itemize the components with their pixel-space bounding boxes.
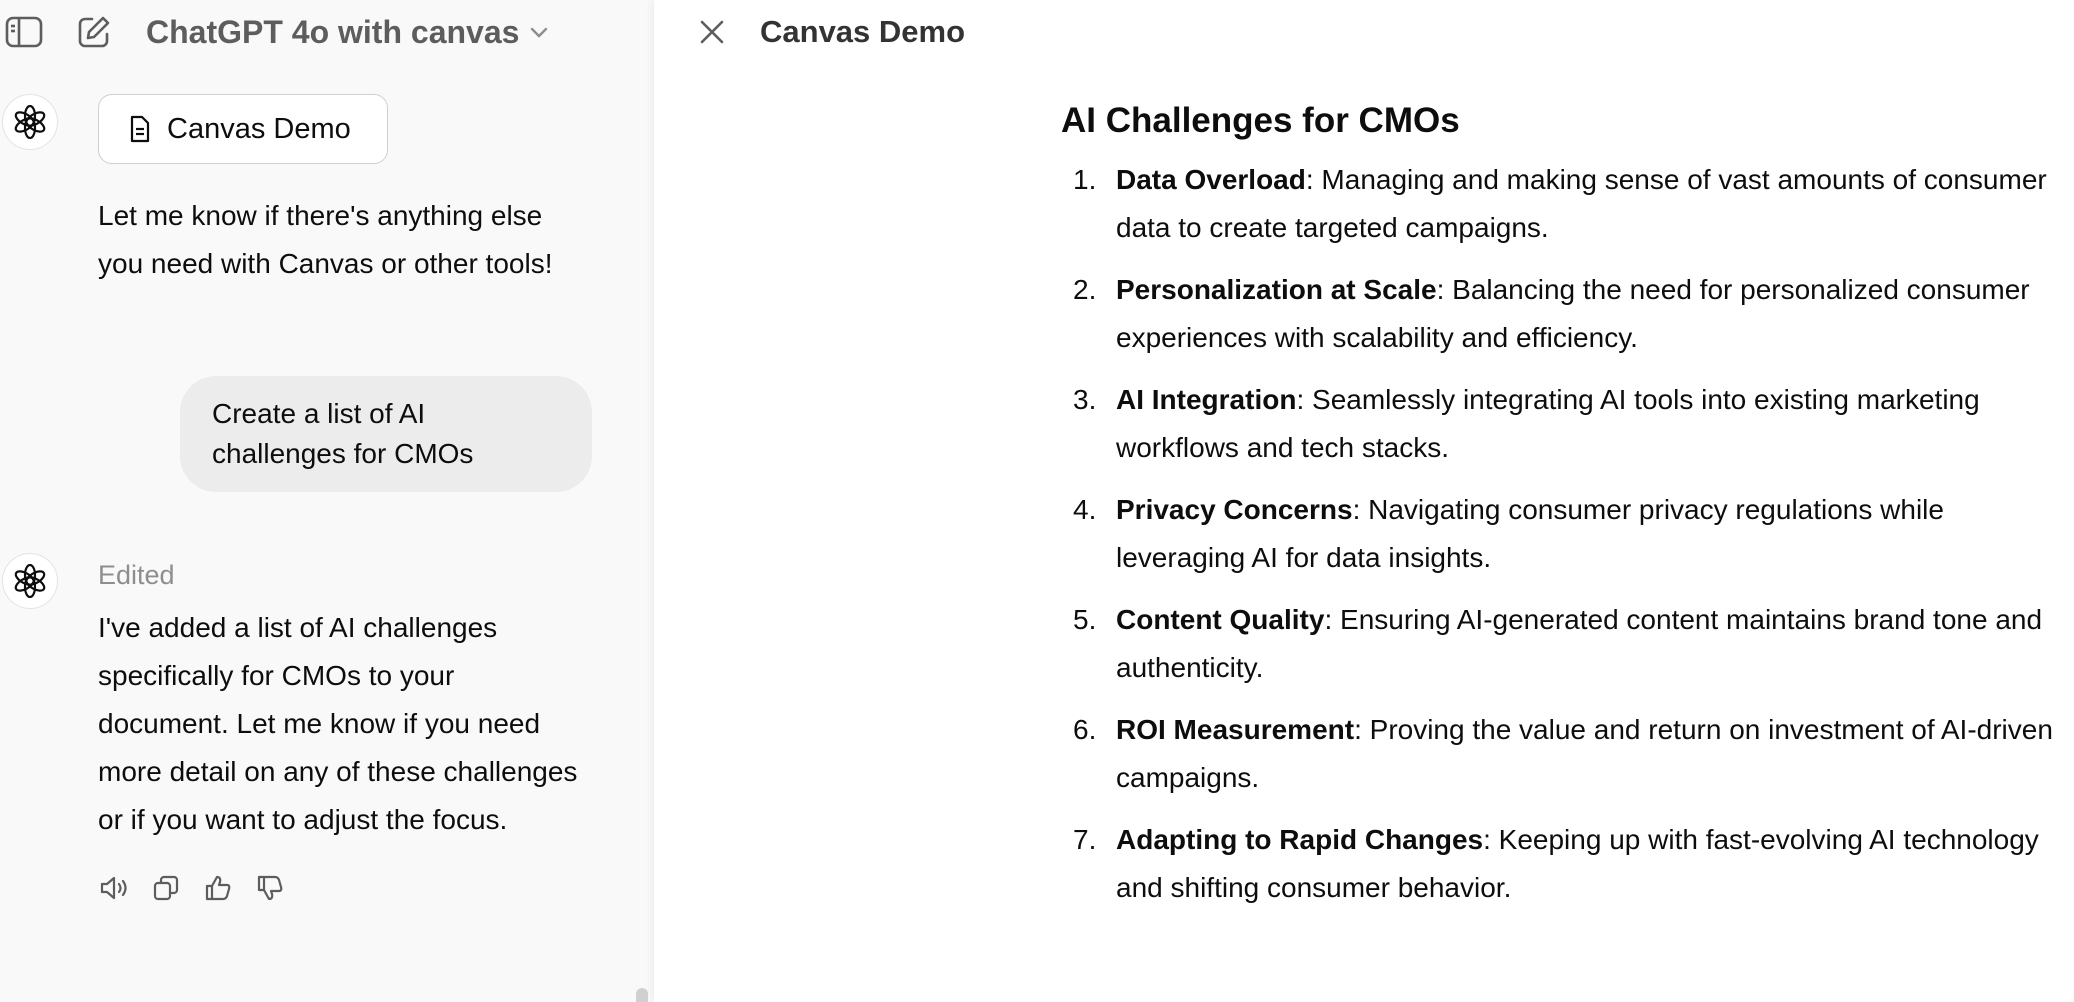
message-line: more detail on any of these challenges [98, 756, 578, 787]
thumbs-down-icon[interactable] [254, 870, 286, 906]
list-item [1061, 486, 2061, 582]
item-description: : Proving the value and return on investment of AI-driven campaigns. [1116, 714, 2053, 793]
model-selector[interactable] [146, 12, 549, 52]
message-line: Let me know if there's anything else [98, 200, 543, 231]
assistant-message [98, 192, 552, 288]
document-icon [129, 115, 151, 143]
list-item [1061, 156, 2061, 252]
message-line: you need with Canvas or other tools! [98, 248, 553, 279]
item-term: AI Integration [1116, 384, 1297, 415]
item-term: Adapting to Rapid Changes [1116, 824, 1484, 855]
sidebar-toggle-icon[interactable] [4, 14, 44, 50]
new-chat-icon[interactable] [74, 12, 114, 52]
list-item [1061, 266, 2061, 362]
openai-logo-icon [13, 105, 47, 139]
item-description: : Managing and making sense of vast amounts of consumer data to create targeted campaigns. [1116, 164, 2047, 243]
assistant-message [98, 604, 577, 844]
item-number: 5. [1073, 604, 1097, 635]
copy-icon[interactable] [150, 870, 182, 906]
scrollbar[interactable] [636, 988, 648, 1002]
item-number: 3. [1073, 384, 1097, 415]
item-term: ROI Measurement [1116, 714, 1355, 745]
item-description: : Keeping up with fast-evolving AI technology and shifting consumer behavior. [1116, 824, 2039, 903]
model-title-label: ChatGPT 4o with canvas [146, 13, 520, 50]
openai-logo-icon [13, 564, 47, 598]
close-icon[interactable] [692, 12, 732, 52]
item-number: 1. [1073, 164, 1097, 195]
thumbs-up-icon[interactable] [202, 870, 234, 906]
message-line: document. Let me know if you need [98, 708, 541, 739]
list-item [1061, 376, 2061, 472]
message-line: specifically for CMOs to your [98, 660, 455, 691]
message-line: or if you want to adjust the focus. [98, 804, 508, 835]
item-term: Content Quality [1116, 604, 1325, 635]
list-item [1061, 596, 2061, 692]
user-message-bubble [180, 376, 592, 492]
item-number: 7. [1073, 824, 1097, 855]
edited-label: Edited [98, 560, 175, 590]
message-line: challenges for CMOs [212, 438, 474, 469]
chevron-down-icon [529, 25, 549, 39]
item-term: Privacy Concerns [1116, 494, 1353, 525]
item-description: : Seamlessly integrating AI tools into existing marketing workflows and tech stacks. [1116, 384, 1980, 463]
list-item [1061, 706, 2061, 802]
challenge-list [1061, 156, 2061, 912]
speaker-icon[interactable] [98, 870, 130, 906]
canvas-document-chip[interactable] [98, 94, 388, 164]
assistant-avatar [2, 553, 58, 609]
canvas-title: Canvas Demo [760, 14, 966, 49]
message-actions [98, 870, 286, 906]
item-description: : Navigating consumer privacy regulations while leveraging AI for data insights. [1116, 494, 1944, 573]
chat-panel [0, 0, 654, 1002]
document-heading: AI Challenges for CMOs [1061, 101, 1460, 140]
list-item [1061, 816, 2061, 912]
item-number: 4. [1073, 494, 1097, 525]
item-description: : Balancing the need for personalized consumer experiences with scalability and efficiency. [1116, 274, 2030, 353]
message-line: Create a list of AI [212, 398, 426, 429]
item-term: Data Overload [1116, 164, 1306, 195]
item-number: 2. [1073, 274, 1097, 305]
item-term: Personalization at Scale [1116, 274, 1437, 305]
item-number: 6. [1073, 714, 1097, 745]
canvas-chip-label: Canvas Demo [167, 112, 351, 145]
canvas-document[interactable] [1061, 96, 2061, 926]
assistant-avatar [2, 94, 58, 150]
item-description: : Ensuring AI-generated content maintains brand tone and authenticity. [1116, 604, 2043, 683]
message-line: I've added a list of AI challenges [98, 612, 498, 643]
